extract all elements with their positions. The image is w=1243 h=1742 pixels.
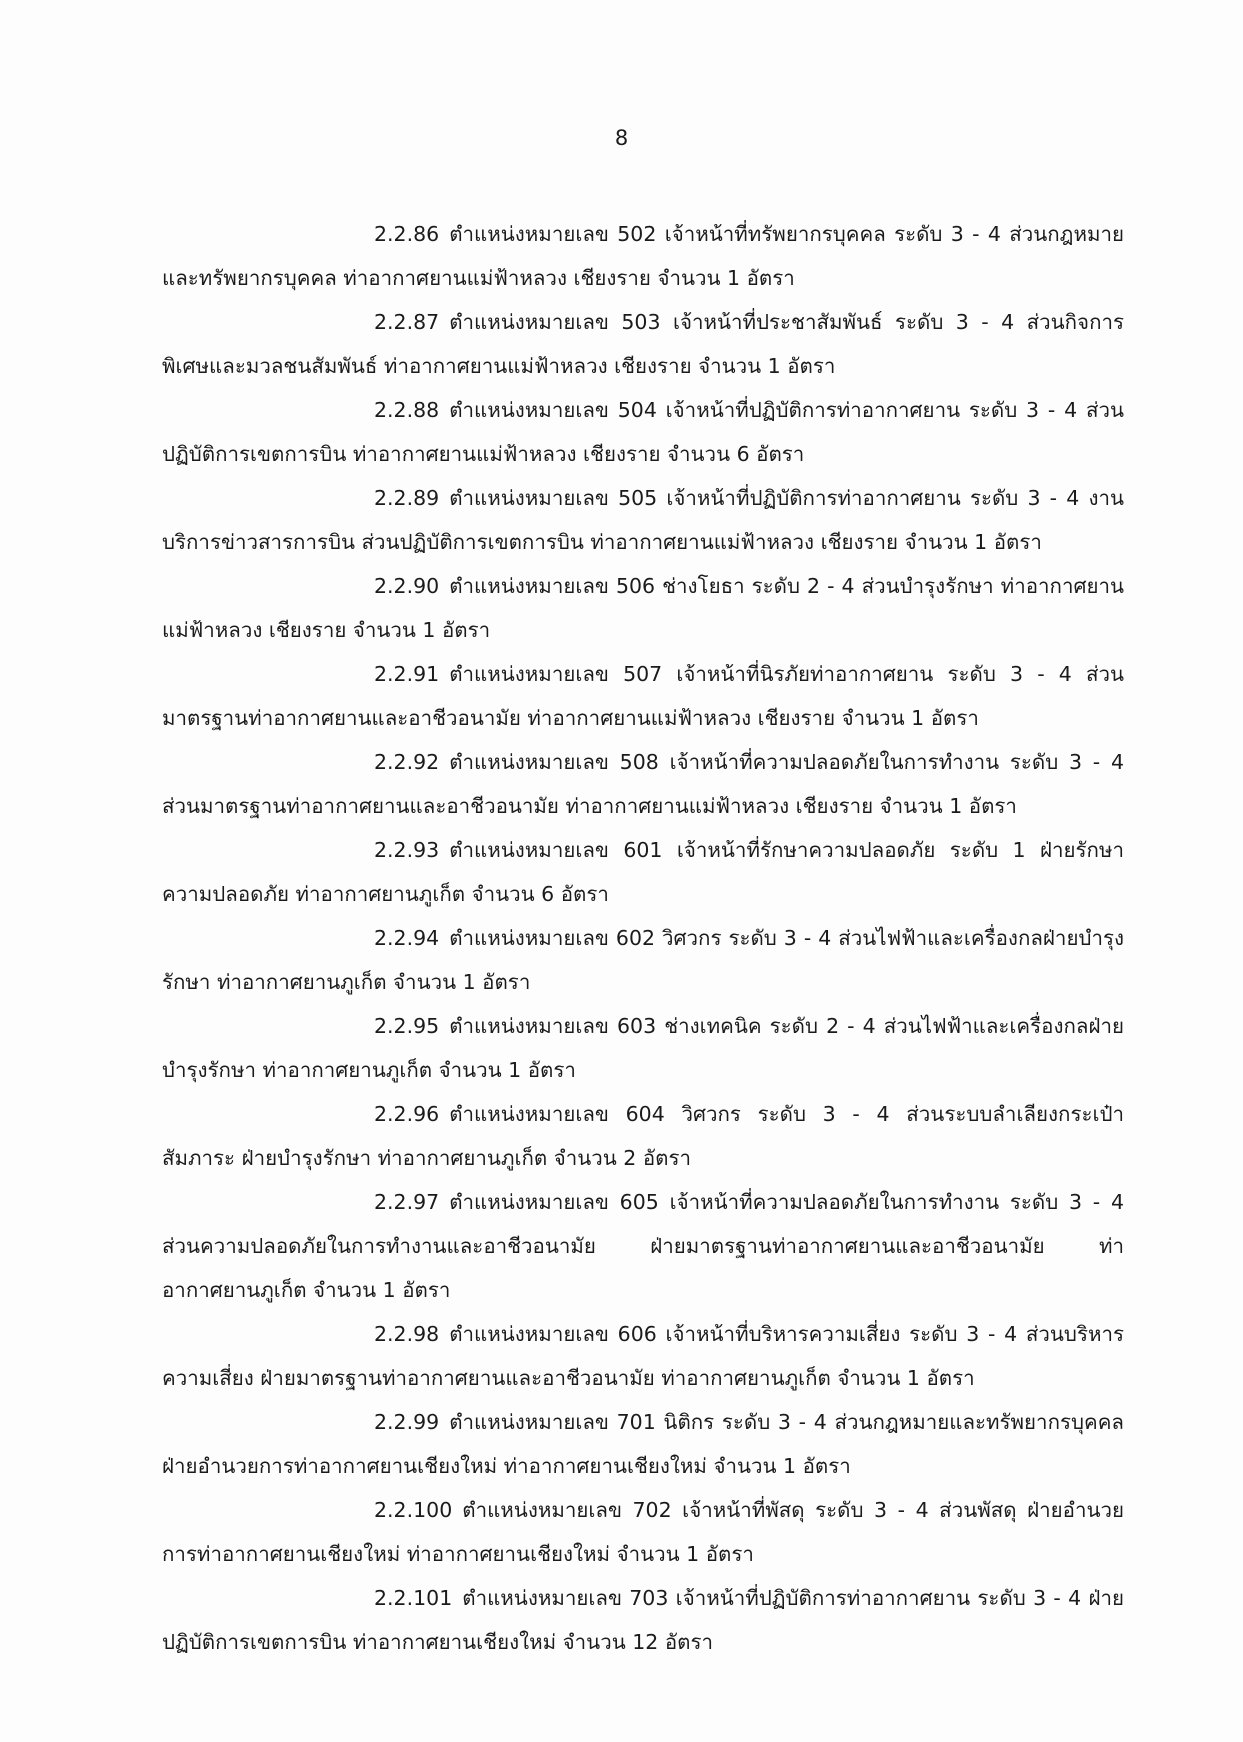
list-item	[162, 388, 1124, 476]
item-number: 2.2.97	[374, 1190, 440, 1214]
item-text: ตำแหน่งหมายเลข 703 เจ้าหน้าที่ปฏิบัติการท่าอากาศยาน ระดับ 3 - 4 ฝ่ายปฏิบัติการเขตการบิน ท่าอากาศยานเชียงใหม่ จำนวน 12 อัตรา	[162, 1586, 1124, 1654]
list-item	[162, 1312, 1124, 1400]
list-item	[162, 300, 1124, 388]
list-item	[162, 1576, 1124, 1664]
list-item	[162, 1180, 1124, 1312]
item-number: 2.2.88	[374, 398, 440, 422]
item-number: 2.2.100	[374, 1498, 453, 1522]
item-number: 2.2.99	[374, 1410, 440, 1434]
item-text: ตำแหน่งหมายเลข 602 วิศวกร ระดับ 3 - 4 ส่วนไฟฟ้าและเครื่องกลฝ่ายบำรุงรักษา ท่าอากาศยานภูเก็ต จำนวน 1 อัตรา	[162, 926, 1124, 994]
item-number: 2.2.98	[374, 1322, 440, 1346]
item-number: 2.2.94	[374, 926, 440, 950]
item-text: ตำแหน่งหมายเลข 601 เจ้าหน้าที่รักษาความปลอดภัย ระดับ 1 ฝ่ายรักษาความปลอดภัย ท่าอากาศยานภูเก็ต จำนวน 6 อัตรา	[162, 838, 1124, 906]
list-item	[162, 564, 1124, 652]
item-number: 2.2.95	[374, 1014, 440, 1038]
position-list	[162, 212, 1124, 1664]
item-number: 2.2.101	[374, 1586, 453, 1610]
item-text: ตำแหน่งหมายเลข 605 เจ้าหน้าที่ความปลอดภัยในการทำงาน ระดับ 3 - 4 ส่วนความปลอดภัยในการทำงานและอาชีวอนามัย ฝ่ายมาตรฐานท่าอากาศยานและอาชีวอนามัย ท่าอากาศยานภูเก็ต จำนวน 1 อัตรา	[162, 1190, 1124, 1302]
item-text: ตำแหน่งหมายเลข 604 วิศวกร ระดับ 3 - 4 ส่วนระบบลำเลียงกระเป๋าสัมภาระ ฝ่ายบำรุงรักษา ท่าอากาศยานภูเก็ต จำนวน 2 อัตรา	[162, 1102, 1124, 1170]
list-item	[162, 1400, 1124, 1488]
list-item	[162, 740, 1124, 828]
list-item	[162, 212, 1124, 300]
item-number: 2.2.89	[374, 486, 440, 510]
item-text: ตำแหน่งหมายเลข 504 เจ้าหน้าที่ปฏิบัติการท่าอากาศยาน ระดับ 3 - 4 ส่วนปฏิบัติการเขตการบิน ท่าอากาศยานแม่ฟ้าหลวง เชียงราย จำนวน 6 อัตรา	[162, 398, 1124, 466]
list-item	[162, 916, 1124, 1004]
item-text: ตำแหน่งหมายเลข 507 เจ้าหน้าที่นิรภัยท่าอากาศยาน ระดับ 3 - 4 ส่วนมาตรฐานท่าอากาศยานและอาชีวอนามัย ท่าอากาศยานแม่ฟ้าหลวง เชียงราย จำนวน 1 อัตรา	[162, 662, 1124, 730]
item-text: ตำแหน่งหมายเลข 505 เจ้าหน้าที่ปฏิบัติการท่าอากาศยาน ระดับ 3 - 4 งานบริการข่าวสารการบิน ส่วนปฏิบัติการเขตการบิน ท่าอากาศยานแม่ฟ้าหลวง เชียงราย จำนวน 1 อัตรา	[162, 486, 1124, 554]
item-text: ตำแหน่งหมายเลข 503 เจ้าหน้าที่ประชาสัมพันธ์ ระดับ 3 - 4 ส่วนกิจการพิเศษและมวลชนสัมพันธ์ ท่าอากาศยานแม่ฟ้าหลวง เชียงราย จำนวน 1 อัตรา	[162, 310, 1124, 378]
item-text: ตำแหน่งหมายเลข 506 ช่างโยธา ระดับ 2 - 4 ส่วนบำรุงรักษา ท่าอากาศยานแม่ฟ้าหลวง เชียงราย จำนวน 1 อัตรา	[162, 574, 1124, 642]
item-text: ตำแหน่งหมายเลข 606 เจ้าหน้าที่บริหารความเสี่ยง ระดับ 3 - 4 ส่วนบริหารความเสี่ยง ฝ่ายมาตรฐานท่าอากาศยานและอาชีวอนามัย ท่าอากาศยานภูเก็ต จำนวน 1 อัตรา	[162, 1322, 1124, 1390]
list-item	[162, 652, 1124, 740]
list-item	[162, 1488, 1124, 1576]
item-text: ตำแหน่งหมายเลข 508 เจ้าหน้าที่ความปลอดภัยในการทำงาน ระดับ 3 - 4 ส่วนมาตรฐานท่าอากาศยานและอาชีวอนามัย ท่าอากาศยานแม่ฟ้าหลวง เชียงราย จำนวน 1 อัตรา	[162, 750, 1124, 818]
item-text: ตำแหน่งหมายเลข 502 เจ้าหน้าที่ทรัพยากรบุคคล ระดับ 3 - 4 ส่วนกฎหมายและทรัพยากรบุคคล ท่าอากาศยานแม่ฟ้าหลวง เชียงราย จำนวน 1 อัตรา	[162, 222, 1124, 290]
list-item	[162, 828, 1124, 916]
list-item	[162, 1092, 1124, 1180]
item-text: ตำแหน่งหมายเลข 603 ช่างเทคนิค ระดับ 2 - 4 ส่วนไฟฟ้าและเครื่องกลฝ่ายบำรุงรักษา ท่าอากาศยานภูเก็ต จำนวน 1 อัตรา	[162, 1014, 1124, 1082]
item-number: 2.2.87	[374, 310, 440, 334]
item-text: ตำแหน่งหมายเลข 701 นิติกร ระดับ 3 - 4 ส่วนกฎหมายและทรัพยากรบุคคล ฝ่ายอำนวยการท่าอากาศยานเชียงใหม่ ท่าอากาศยานเชียงใหม่ จำนวน 1 อัตรา	[162, 1410, 1124, 1478]
page-number: 8	[614, 126, 629, 150]
item-number: 2.2.90	[374, 574, 440, 598]
item-number: 2.2.92	[374, 750, 440, 774]
item-number: 2.2.91	[374, 662, 440, 686]
item-text: ตำแหน่งหมายเลข 702 เจ้าหน้าที่พัสดุ ระดับ 3 - 4 ส่วนพัสดุ ฝ่ายอำนวยการท่าอากาศยานเชียงใหม่ ท่าอากาศยานเชียงใหม่ จำนวน 1 อัตรา	[162, 1498, 1124, 1566]
item-number: 2.2.86	[374, 222, 440, 246]
item-number: 2.2.93	[374, 838, 440, 862]
item-number: 2.2.96	[374, 1102, 440, 1126]
list-item	[162, 1004, 1124, 1092]
list-item	[162, 476, 1124, 564]
